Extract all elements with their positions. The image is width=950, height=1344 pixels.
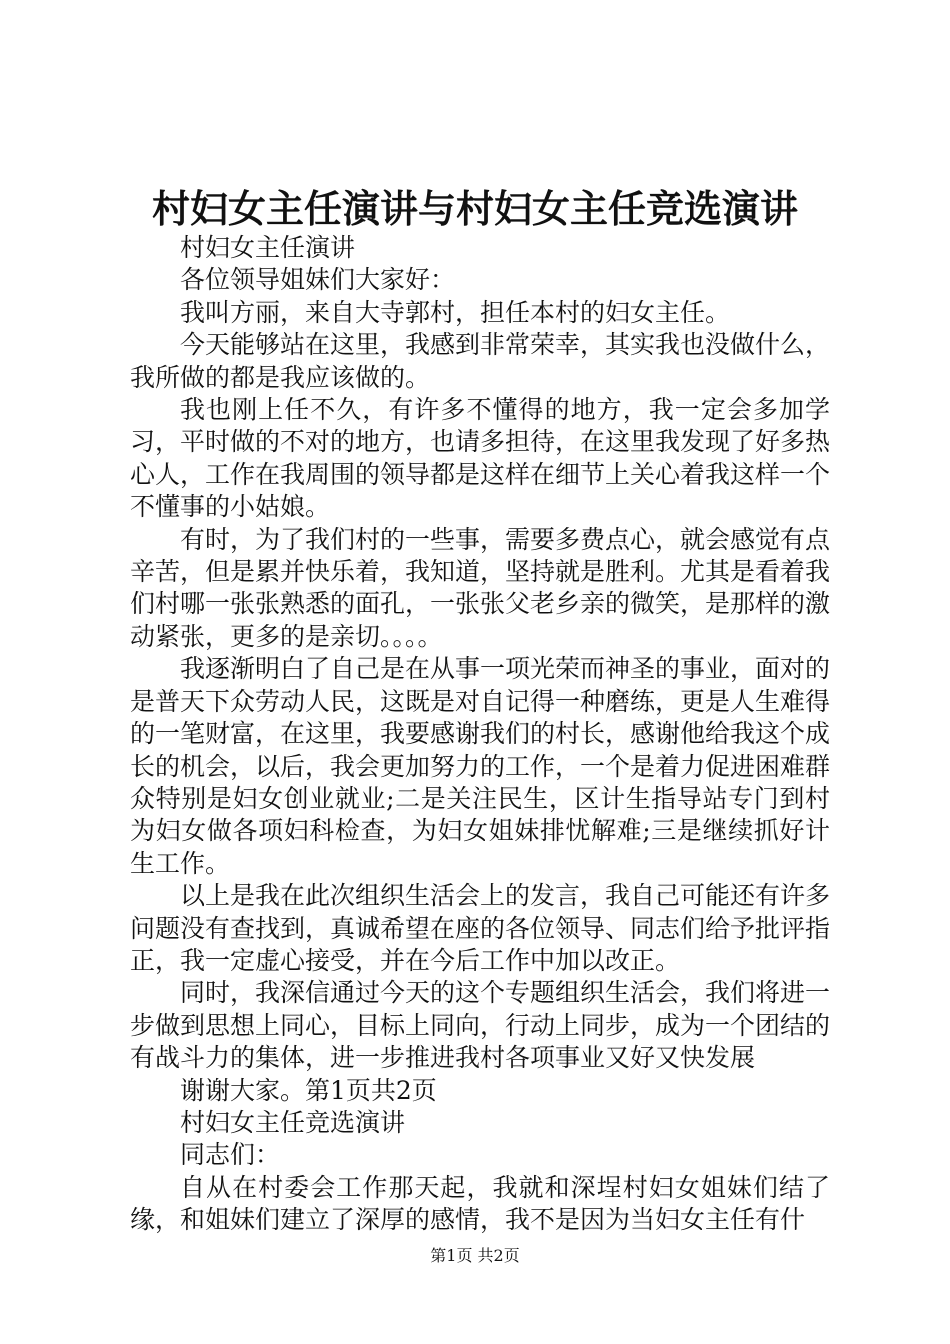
paragraph: 我叫方丽，来自大寺郭村，担任本村的妇女主任。: [180, 297, 731, 327]
paragraph: 今天能够站在这里，我感到非常荣幸，其实我也没做什么，我所做的都是我应该做的。: [130, 330, 831, 392]
paragraph: 有时，为了我们村的一些事，需要多费点心，就会感觉有点辛苦，但是累并快乐着，我知道，坚持就是胜利。尤其是看着我们村哪一张张熟悉的面孔，一张张父老乡亲的微笑，是那样的激动紧张，更多的是亲切。。。。: [130, 524, 831, 651]
paragraph: 各位领导姐妹们大家好：: [180, 265, 456, 295]
paragraph: 以上是我在此次组织生活会上的发言，我自己可能还有许多问题没有查找到，真诚希望在座的各位领导、同志们给予批评指正，我一定虚心接受，并在今后工作中加以改正。: [130, 881, 831, 975]
document-body: [130, 232, 830, 1237]
paragraph: 自从在村委会工作那天起，我就和深埕村妇女姐妹们结了缘，和姐妹们建立了深厚的感情，我不是因为当妇女主任有什: [130, 1172, 830, 1235]
paragraph: 我也刚上任不久，有许多不懂得的地方，我一定会多加学习，平时做的不对的地方，也请多担待，在这里我发现了好多热心人，工作在我周围的领导都是这样在细节上关心着我这样一个不懂事的小姑娘。: [130, 395, 831, 522]
paragraph: 我逐渐明白了自己是在从事一项光荣而神圣的事业，面对的是普天下众劳动人民，这既是对自记得一种磨练，更是人生难得的一笔财富，在这里，我要感谢我们的村长，感谢他给我这个成长的机会，以后，我会更加努力的工作，一个是着力促进困难群众特别是妇女创业就业;二是关注民生，区计生指导站专门到村为妇女做各项妇科检查，为妇女姐妹排忧解难;三是继续抓好计生工作。: [130, 654, 831, 878]
paragraph: 村妇女主任竞选演讲: [180, 1107, 406, 1137]
paragraph: 同时，我深信通过今天的这个专题组织生活会，我们将进一步做到思想上同心，目标上同向，行动上同步，成为一个团结的有战斗力的集体，进一步推进我村各项事业又好又快发展: [130, 978, 831, 1073]
page-footer: 第1页 共2页: [430, 1246, 520, 1265]
paragraph: 村妇女主任演讲: [180, 233, 356, 262]
document-title: 村妇女主任演讲与村妇女主任竞选演讲: [151, 187, 798, 231]
paragraph: 同志们：: [180, 1140, 281, 1170]
paragraph: 谢谢大家。第1页共2页: [180, 1075, 437, 1105]
